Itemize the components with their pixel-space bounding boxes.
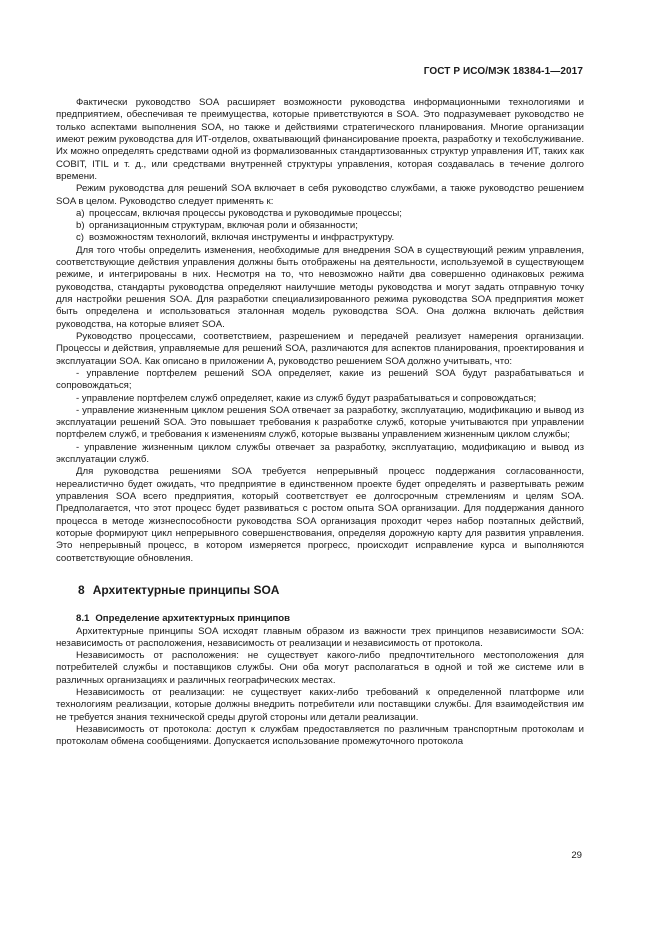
list-item-text: процессам, включая процессы руководства и руководимые процессы; — [89, 207, 402, 219]
list-marker: c) — [76, 232, 84, 244]
paragraph: Фактически руководство SOA расширяет возможности руководства информационными технологиями и предприятием, обеспечивая те преимущества, которые приветствуются в SOA. Это подразумевает руководство не только аспектами выполнения SOA, но также и действиями стратегического планирования. Многие организации имеют режим руководства для ИТ-отделов, охватывающий финансирование проекта, разработку и техобслуживание. Их можно определять средствами одной из формализованных стандартизованных структур управления ИТ, таких как COBIT, ITIL и т. д., или средствами внутренней структуры управления, которая создавалась в течение долгого времени. — [56, 97, 584, 182]
list-item-text: организационным структурам, включая роли и обязанности; — [89, 220, 358, 232]
section-number: 8 — [78, 582, 85, 597]
dash-list — [56, 368, 584, 467]
list-item — [56, 232, 584, 244]
list-marker: b) — [76, 220, 85, 232]
subsection-number: 8.1 — [76, 613, 90, 625]
list-marker: a) — [76, 207, 85, 219]
section-heading — [78, 584, 584, 596]
paragraph: Руководство процессами, соответствием, разрешением и передачей реализует намерения организации. Процессы и действия, управляемые для решений SOA, различаются для аспектов планирования, проектирования и эксплуатации SOA. Как описано в приложении А, руководство решением SOA должно учитывать, что: — [56, 330, 584, 367]
paragraph: Для того чтобы определить изменения, необходимые для внедрения SOA в существующий режим управления, соответствующие действия управления должны быть отображены на деятельности, используемой в существующем режиме, и интегрированы в них. Несмотря на то, что невозможно найти два совершенно одинаковых режима руководства, стандарты руководства определяют наилучшие методы руководства и могут задать отправную точку для настройки решения SOA. Для разработки специализированного режима руководства SOA предприятия может быть определена и использоваться эталонная модель руководства SOA. Она должна включать действия руководства, на которые влияет SOA. — [56, 244, 584, 330]
paragraph: Независимость от протокола: доступ к службам предоставляется по различным транспортным протоколам и протоколам обмена сообщениями. Допускается использование промежуточного протокола — [56, 724, 584, 748]
dash-item: - управление жизненным циклом службы отвечает за разработку, эксплуатацию, модификацию и вывод из эксплуатации служб. — [56, 441, 584, 466]
page-number: 29 — [571, 850, 582, 861]
subsection-heading — [76, 613, 584, 625]
page-body — [56, 97, 584, 749]
paragraph: Режим руководства для решений SOA включает в себя руководство службами, а также руководство решением SOA в целом. Руководство следует применять к: — [56, 183, 584, 207]
paragraph: Архитектурные принципы SOA исходят главным образом из важности трех принципов независимости SOA: независимость от расположения, независимость от реализации и независимость от протокола. — [56, 625, 584, 649]
list-item — [56, 208, 584, 220]
dash-item: - управление жизненным циклом решения SOA отвечает за разработку, эксплуатацию, модификацию и вывод из эксплуатации решений SOA. Это повышает требования к разработке служб, которые учитываются при управлении портфелем служб, и требования к изменениям служб, которые вызваны управлением жизненным циклом службы; — [56, 404, 584, 441]
governance-list — [56, 208, 584, 245]
paragraph: Для руководства решениями SOA требуется непрерывный процесс поддержания согласованности, нереалистично будет ожидать, что предприятие в единственном проекте будет определять и развертывать режим управления SOA всего предприятия, который соответствует ее долгосрочным стремлениям и целям SOA. Предполагается, что этот процесс будет развиваться с ростом опыта SOA организации. Для поддержания данного процесса в методе жизнеспособности руководства SOA организация проходит через набор поэтапных действий, которые формируют цикл непрерывного совершенствования, определяя дорожную карту для развития управления. Это непрерывный процесс, в котором измеряется прогресс, происходит исправление курса и выполняются соответствующие обновления. — [56, 466, 584, 564]
document-header: ГОСТ Р ИСО/МЭК 18384-1—2017 — [423, 66, 583, 77]
list-item — [56, 220, 584, 232]
dash-item: - управление портфелем служб определяет, какие из служб будут разрабатываться и сопровождаться; — [76, 392, 537, 404]
subsection-title: Определение архитектурных принципов — [95, 613, 291, 625]
section-title: Архитектурные принципы SOA — [92, 582, 280, 597]
list-item-text: возможностям технологий, включая инструменты и инфраструктуру. — [89, 232, 395, 244]
dash-item: - управление портфелем решений SOA определяет, какие из решений SOA будут разрабатываться и сопровождаться; — [56, 367, 584, 392]
paragraph: Независимость от реализации: не существует каких-либо требований к определенной платформе или технологиям реализации, которые должны внедрить потребители или поставщики службы. Для взаимодействия им не требуется знания технической среды другой стороны или детали реализации. — [56, 687, 584, 723]
paragraph: Независимость от расположения: не существует какого-либо предпочтительного местоположения для потребителей службы и поставщиков службы. Они оба могут располагаться в одной и той же системе или в различных организациях и различных географических местах. — [56, 650, 584, 686]
